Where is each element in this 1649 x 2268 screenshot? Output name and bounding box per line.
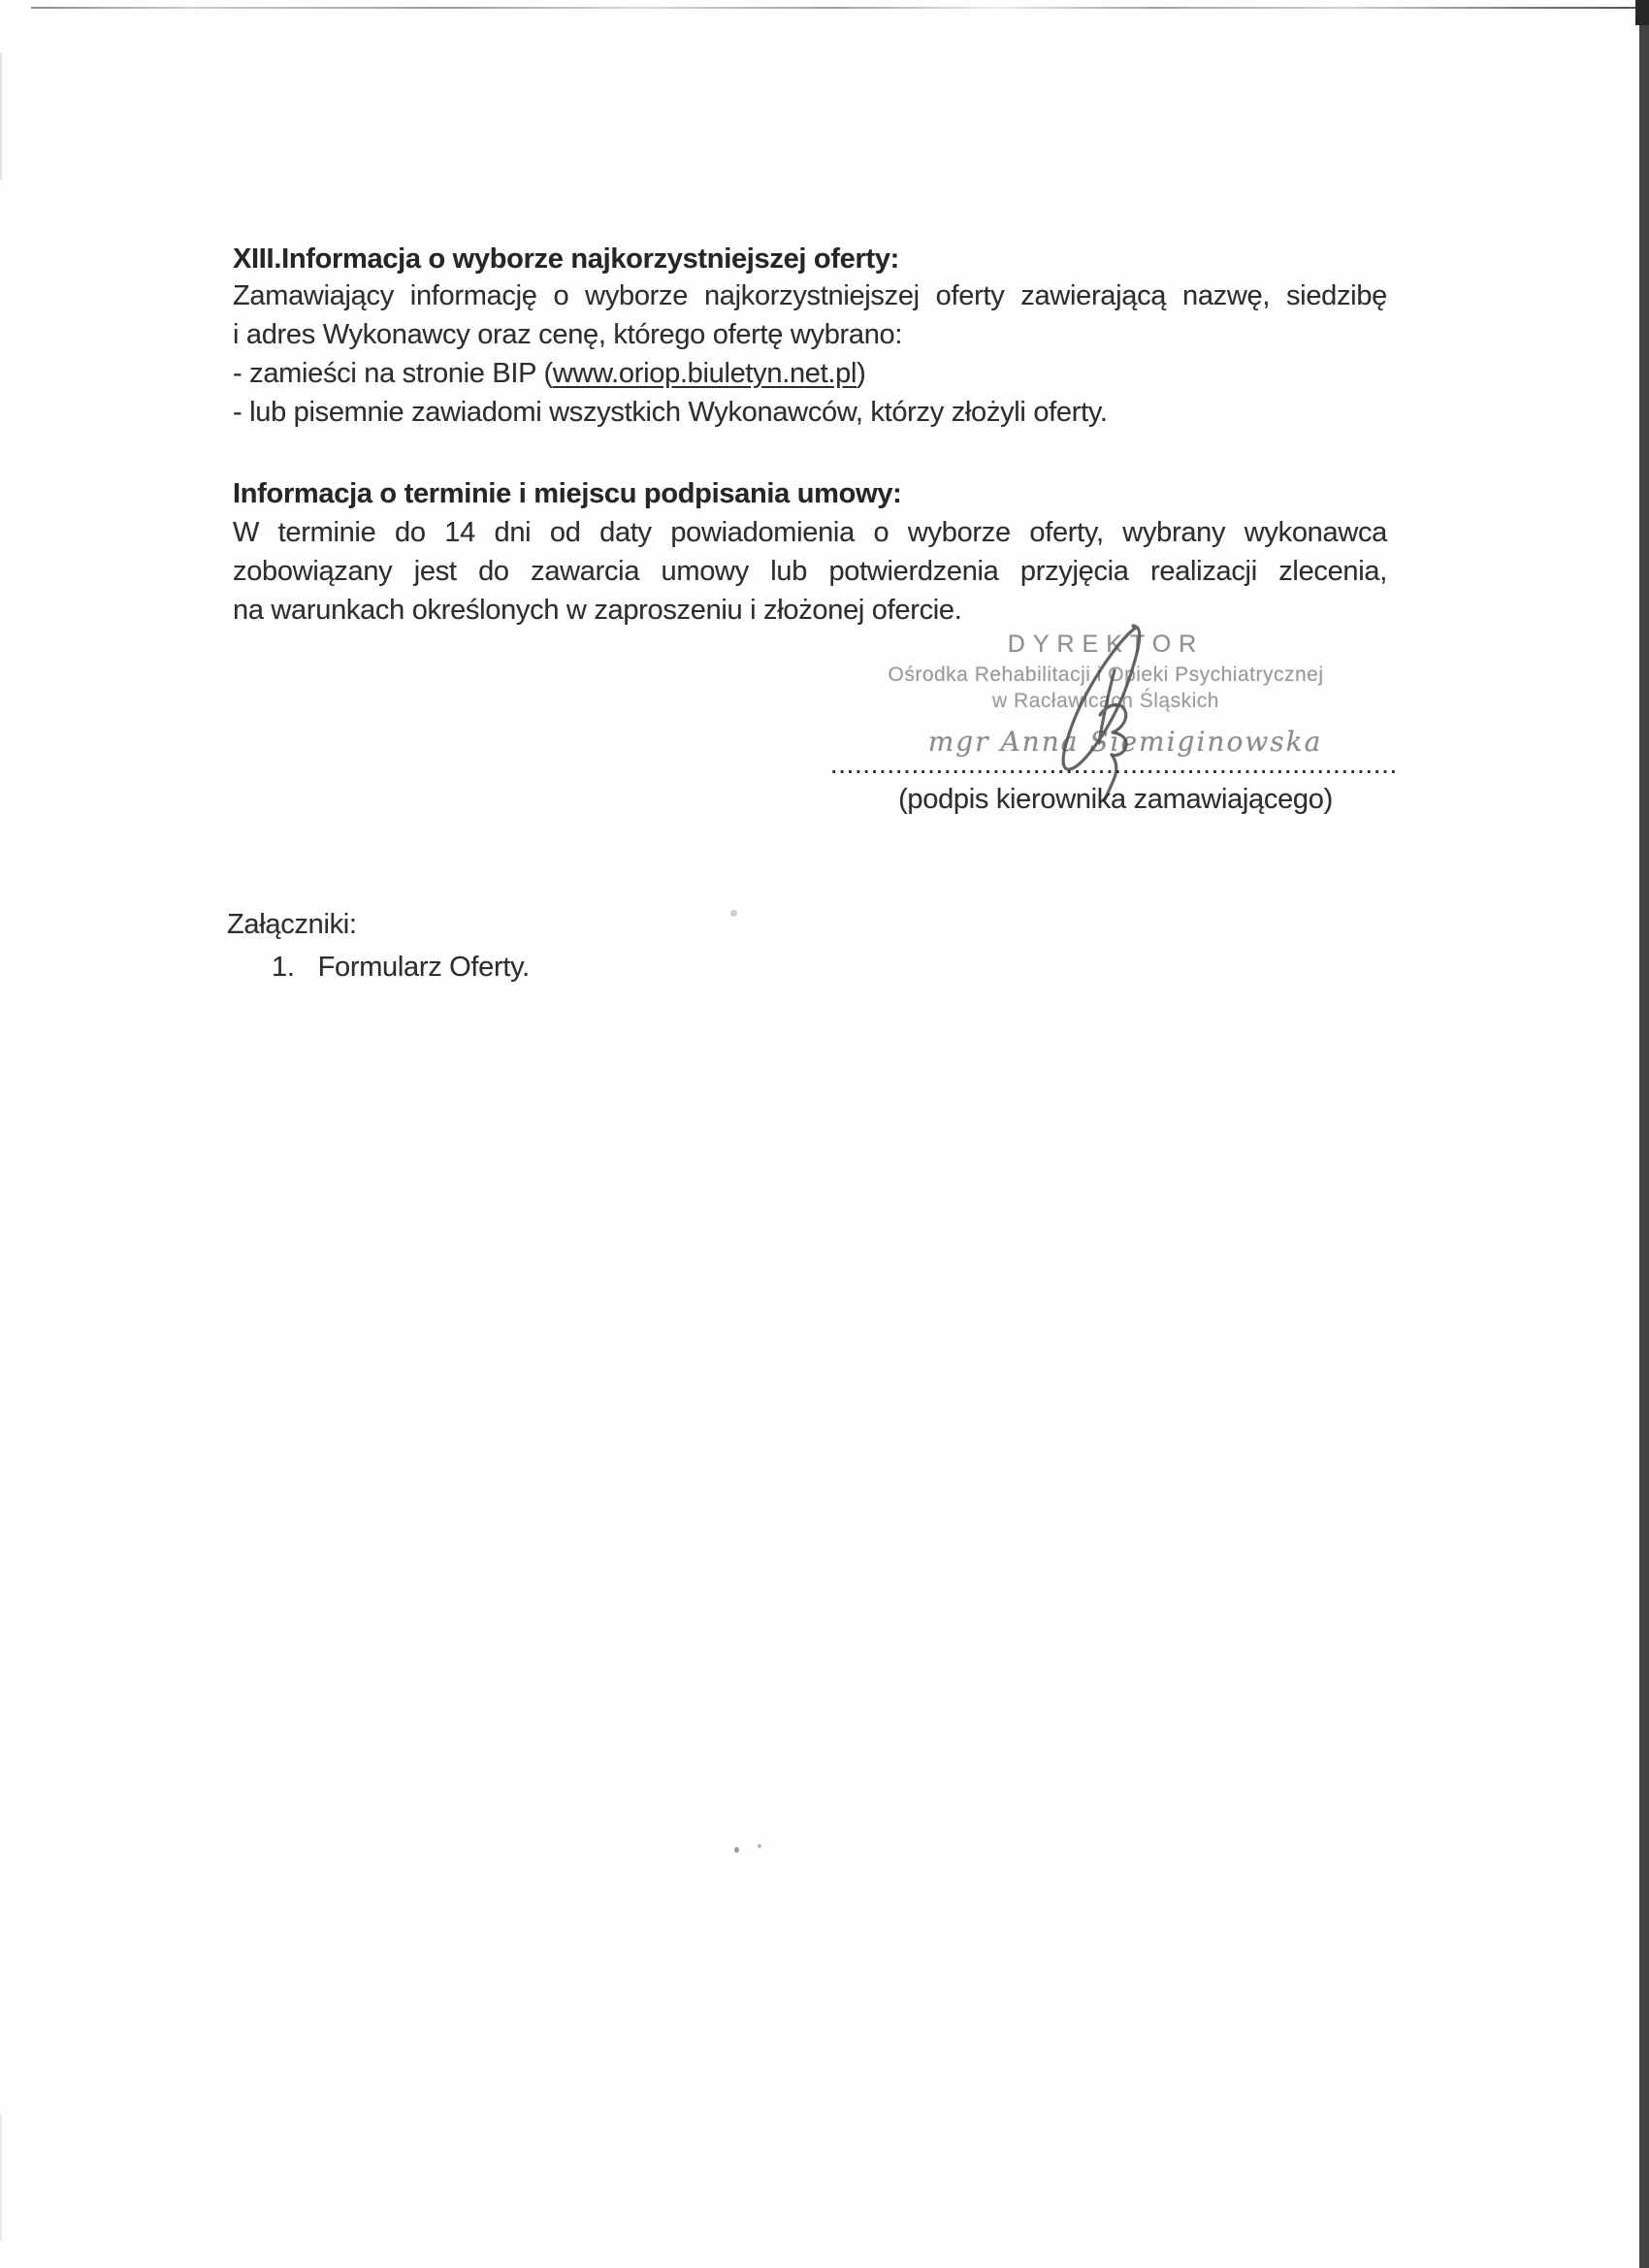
scan-speck [730,910,737,917]
offer-selection-paragraph-line: Zamawiający informację o wyborze najkorzystniejszej oferty zawierającą nazwę, siedzibę [233,280,1387,311]
signature-dotted-line: ...................................................................... [831,757,1399,778]
scan-speck [758,1844,761,1848]
scan-artifact-right-edge [1639,0,1649,2268]
stamp-organization-line: Ośrodka Rehabilitacji i Opieki Psychiatrycznej [888,664,1324,686]
stamp-organization-line: w Racławicach Śląskich [992,690,1219,712]
stamp-director-title: DYREKTOR [1007,631,1205,658]
scan-speck [734,1847,739,1853]
signature-caption: (podpis kierownika zamawiającego) [898,784,1333,815]
offer-selection-paragraph-line: i adres Wykonawcy oraz cenę, którego ofertę wybrano: [233,319,903,350]
scan-artifact-left-edge [0,53,2,179]
bip-url-link[interactable]: www.oriop.biuletyn.net.pl [552,358,857,389]
attachments-heading: Załączniki: [227,909,357,940]
bip-bullet-suffix: ) [857,358,866,389]
written-notice-bullet-line: - lub pisemnie zawiadomi wszystkich Wykonawców, którzy złożyli oferty. [233,397,1108,428]
contract-signing-paragraph-line: W terminie do 14 dni od daty powiadomienia o wyborze oferty, wybrany wykonawca [233,517,1387,548]
section-contract-signing-heading: Informacja o terminie i miejscu podpisania umowy: [233,478,902,509]
attachment-list-item [272,948,530,987]
scan-artifact-left-edge [0,2115,2,2241]
attachment-item-label: Formularz Oferty. [317,952,530,983]
stamp-signer-name: mgr Anna Siemiginowska [927,726,1323,758]
contract-signing-paragraph-line: na warunkach określonych w zaproszeniu i złożonej ofercie. [233,595,962,626]
attachment-item-number: 1. [272,952,295,983]
contract-signing-paragraph-line: zobowiązany jest do zawarcia umowy lub potwierdzenia przyjęcia realizacji zlecenia, [233,556,1387,587]
scan-artifact-right-corner [1635,0,1649,25]
scan-artifact-top-edge [31,7,1637,9]
section-offer-selection-heading: XIII.Informacja o wyborze najkorzystniejszej oferty: [233,243,900,275]
bip-bullet-line [233,354,1387,393]
bip-bullet-prefix: - zamieści na stronie BIP ( [233,358,553,389]
